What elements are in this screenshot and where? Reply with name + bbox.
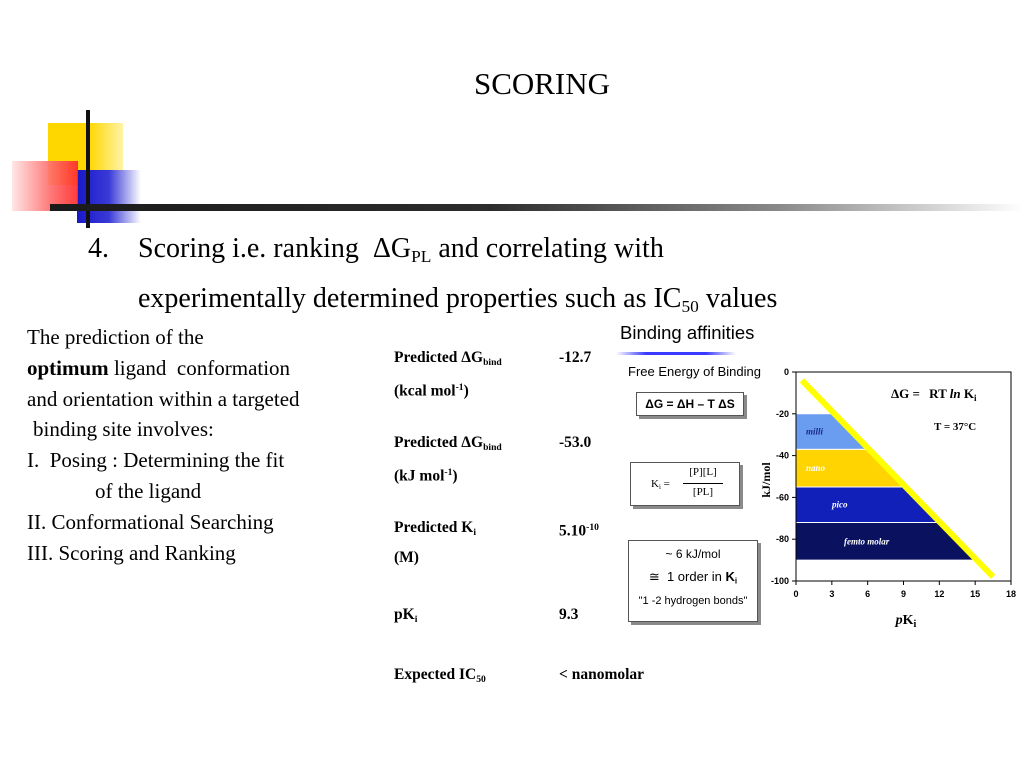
band-label: nano	[806, 463, 826, 474]
value-pki: 9.3	[559, 606, 579, 623]
value-dg-kcal: -12.7	[559, 349, 592, 366]
y-tick-label: -20	[775, 408, 789, 419]
x-tick-label: 15	[970, 589, 981, 599]
band-label: femto molar	[844, 536, 890, 547]
description-text: The prediction of the optimum ligand conformation and orientation within a targeted binding site involves: I. Posing : Determining the fit of the ligand II. Conformational Searching III. Scoring and Ranking	[27, 325, 300, 565]
item-line-1: Scoring i.e. ranking $\Delta G_{PL}$ and correlating with	[138, 233, 664, 267]
y-tick-label: -40	[775, 450, 789, 461]
item-text	[138, 228, 998, 328]
x-tick-label: 9	[900, 589, 907, 599]
band-label: milli	[806, 426, 824, 437]
value-ki: $5.10^{-10}$	[559, 522, 599, 540]
chart-temperature: T = 37°C	[934, 421, 977, 433]
slide-title: SCORING	[473, 66, 611, 101]
affinity-chart	[756, 362, 1022, 632]
band-pico	[796, 487, 940, 523]
figure-title: Binding affinities	[620, 322, 755, 343]
y-tick-label: -80	[775, 534, 789, 545]
chart-equation: ΔG = RT $\ln K_i$	[891, 386, 977, 403]
title-divider	[50, 204, 1024, 211]
value-dg-kj: -53.0	[559, 434, 592, 451]
item-number: 4.	[88, 233, 109, 264]
band-label: pico	[832, 499, 848, 510]
gibbs-equation-box: ΔG = ΔH – T ΔS	[636, 392, 744, 416]
energy-rule-box: ~ 6 kJ/mol ≅ 1 order in $K_i$ "1 -2 hydrogen bonds"	[628, 540, 758, 622]
affinity-bands	[796, 414, 977, 560]
fraction-bar	[683, 483, 723, 484]
y-tick-label: -100	[770, 576, 789, 586]
x-tick-label: 18	[1005, 589, 1017, 599]
figure-title-underline	[616, 352, 736, 355]
x-tick-label: 3	[829, 589, 835, 599]
item-line-2: experimentally determined properties such as $IC_{50}$ values	[138, 283, 778, 317]
y-tick-label: -60	[775, 492, 789, 503]
ki-equation-box: $K_i$ = [P][L] [PL]	[630, 462, 740, 506]
x-axis-label: $pK_i$	[895, 613, 917, 630]
x-tick-label: 0	[793, 589, 799, 599]
binding-affinities-figure	[606, 322, 1022, 632]
y-tick-label: 0	[783, 367, 789, 377]
x-tick-label: 12	[934, 589, 945, 599]
value-ic50: < nanomolar	[559, 666, 645, 683]
figure-subtitle: Free Energy of Binding	[628, 364, 761, 379]
x-tick-label: 6	[865, 589, 871, 599]
y-axis-label: kJ/mol	[759, 462, 773, 498]
